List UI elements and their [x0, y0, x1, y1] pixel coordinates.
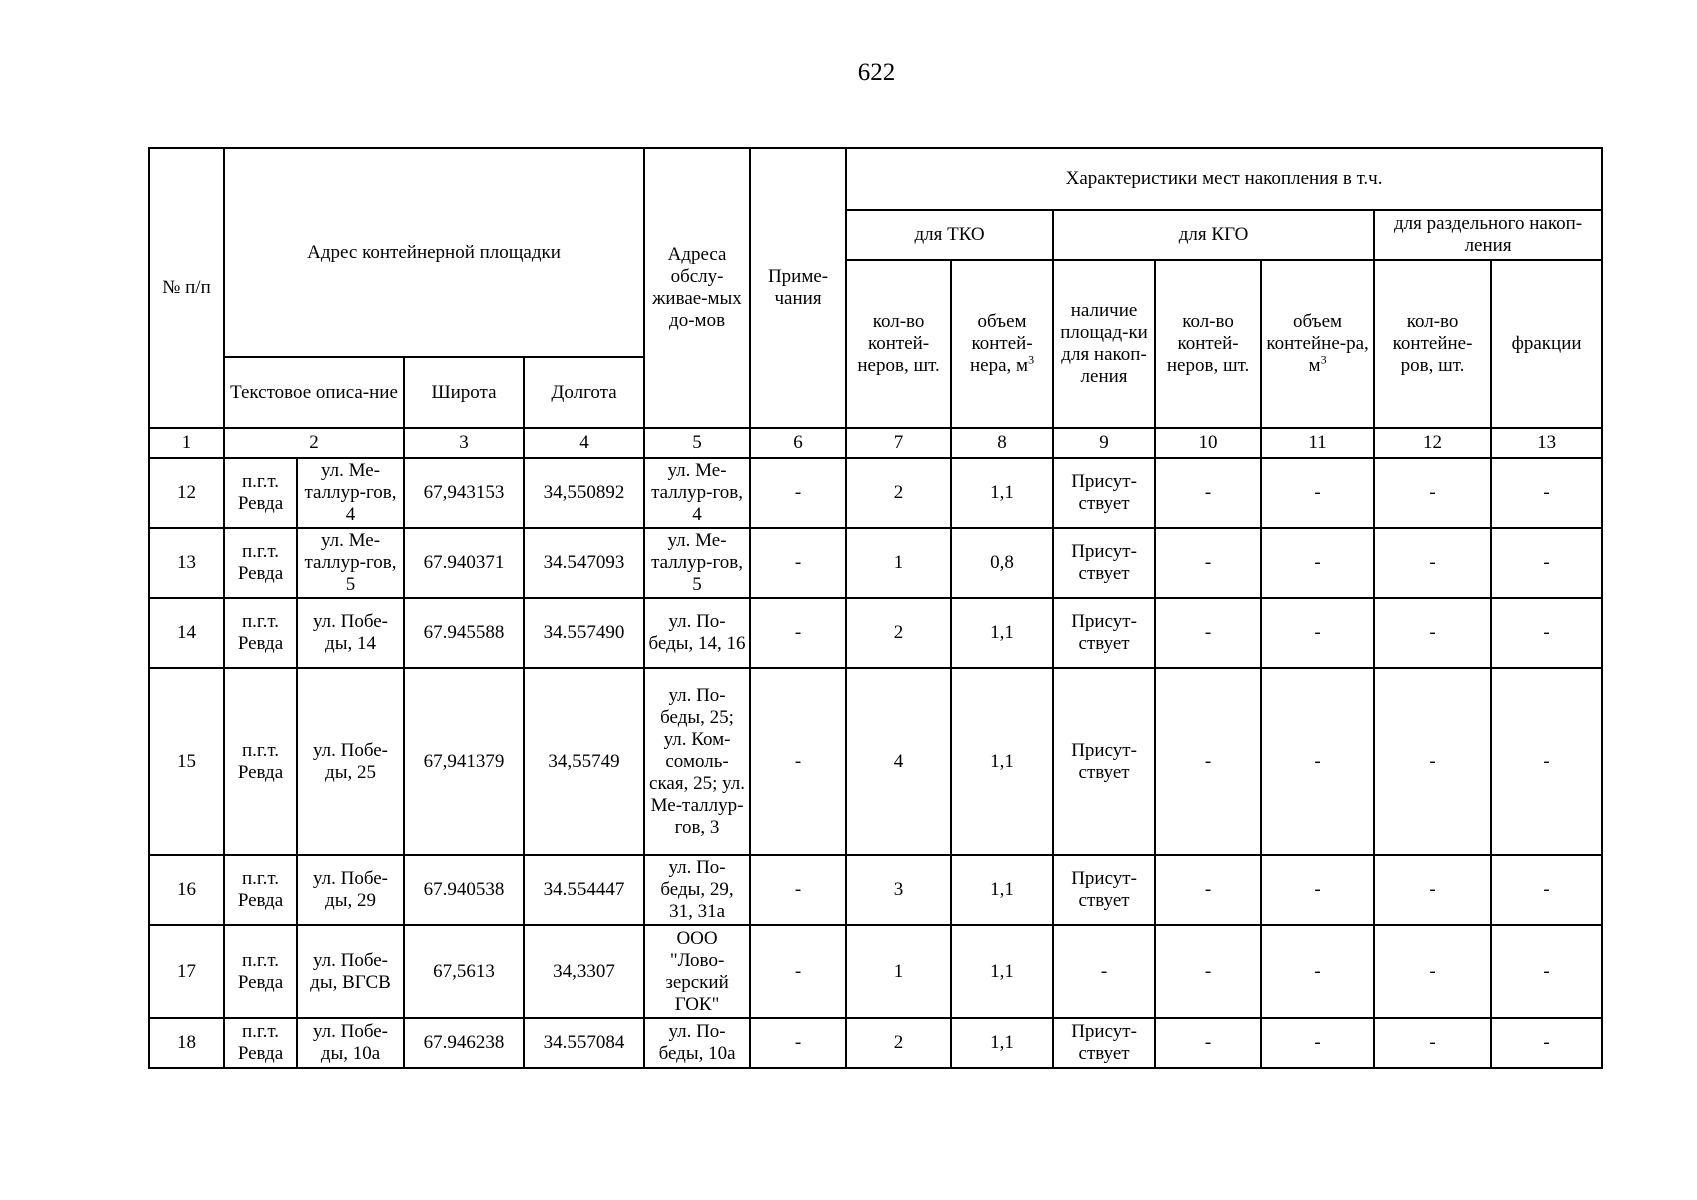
table-row: [149, 458, 1602, 528]
row-num: 18: [149, 1018, 224, 1068]
row-kgo-volume: -: [1261, 598, 1374, 668]
row-sep-fractions: -: [1491, 925, 1602, 1018]
table-body: [149, 458, 1602, 1068]
row-tko-count: 2: [846, 458, 951, 528]
row-notes: -: [750, 598, 846, 668]
row-tko-volume: 1,1: [951, 1018, 1053, 1068]
row-street: ул. Побе-ды, 29: [297, 855, 404, 925]
row-latitude: 67.945588: [404, 598, 524, 668]
container-sites-table: [148, 147, 1603, 1069]
row-kgo-volume: -: [1261, 528, 1374, 598]
row-sep-fractions: -: [1491, 528, 1602, 598]
row-notes: -: [750, 528, 846, 598]
row-street: ул. Ме-таллур-гов, 4: [297, 458, 404, 528]
row-notes: -: [750, 1018, 846, 1068]
row-sep-fractions: -: [1491, 855, 1602, 925]
row-sep-fractions: -: [1491, 458, 1602, 528]
row-kgo-volume: -: [1261, 925, 1374, 1018]
row-notes: -: [750, 668, 846, 855]
row-city: п.г.т. Ревда: [224, 1018, 297, 1068]
row-tko-volume: 1,1: [951, 458, 1053, 528]
row-latitude: 67.940371: [404, 528, 524, 598]
header-tko-volume: объем контей-нера, $м^3$: [951, 260, 1053, 428]
row-num: 17: [149, 925, 224, 1018]
header-tko: для ТКО: [846, 210, 1053, 260]
row-sep-count: -: [1374, 528, 1491, 598]
row-longitude: 34.557084: [524, 1018, 644, 1068]
row-city: п.г.т. Ревда: [224, 528, 297, 598]
row-kgo-volume: -: [1261, 458, 1374, 528]
row-kgo-count: -: [1155, 925, 1261, 1018]
row-street: ул. Ме-таллур-гов, 5: [297, 528, 404, 598]
row-served: ул. По-беды, 14, 16: [644, 598, 750, 668]
row-num: 15: [149, 668, 224, 855]
row-kgo-count: -: [1155, 855, 1261, 925]
header-longitude: Долгота: [524, 357, 644, 428]
row-longitude: 34.554447: [524, 855, 644, 925]
table-row: [149, 528, 1602, 598]
row-served: ул. По-беды, 29, 31, 31а: [644, 855, 750, 925]
table-header: [149, 148, 1602, 458]
row-kgo-count: -: [1155, 598, 1261, 668]
header-text-description: Текстовое описа-ние: [224, 357, 404, 428]
header-sep-count: кол-во контейне-ров, шт.: [1374, 260, 1491, 428]
row-notes: -: [750, 855, 846, 925]
header-sep-fractions: фракции: [1491, 260, 1602, 428]
column-number: 7: [846, 428, 951, 458]
row-longitude: 34.547093: [524, 528, 644, 598]
header-latitude: Широта: [404, 357, 524, 428]
row-longitude: 34.557490: [524, 598, 644, 668]
header-kgo-volume: объем контейне-ра, $м^3$: [1261, 260, 1374, 428]
table-row: [149, 598, 1602, 668]
page-number: 622: [857, 59, 896, 86]
header-address: Адрес контейнерной площадки: [224, 148, 644, 357]
column-number: 11: [1261, 428, 1374, 458]
row-latitude: 67.946238: [404, 1018, 524, 1068]
row-city: п.г.т. Ревда: [224, 855, 297, 925]
row-city: п.г.т. Ревда: [224, 458, 297, 528]
row-kgo-volume: -: [1261, 1018, 1374, 1068]
row-tko-count: 1: [846, 925, 951, 1018]
row-tko-volume: 1,1: [951, 668, 1053, 855]
table-row: [149, 855, 1602, 925]
column-number: 5: [644, 428, 750, 458]
row-tko-count: 4: [846, 668, 951, 855]
header-kgo-count: кол-во контей-неров, шт.: [1155, 260, 1261, 428]
column-number: 13: [1491, 428, 1602, 458]
row-latitude: 67.940538: [404, 855, 524, 925]
row-kgo-site: Присут-ствует: [1053, 668, 1155, 855]
row-kgo-site: Присут-ствует: [1053, 855, 1155, 925]
row-kgo-count: -: [1155, 458, 1261, 528]
header-notes: Приме-чания: [750, 148, 846, 428]
header-served-addresses: Адреса обслу-живае-мых до-мов: [644, 148, 750, 428]
row-kgo-volume: -: [1261, 668, 1374, 855]
header-num: № п/п: [149, 148, 224, 428]
header-kgo-site: наличие площад-ки для накоп-ления: [1053, 260, 1155, 428]
row-longitude: 34,3307: [524, 925, 644, 1018]
row-sep-fractions: -: [1491, 668, 1602, 855]
column-number: 1: [149, 428, 224, 458]
row-kgo-site: -: [1053, 925, 1155, 1018]
column-number: 8: [951, 428, 1053, 458]
row-city: п.г.т. Ревда: [224, 925, 297, 1018]
table-row: [149, 668, 1602, 855]
row-longitude: 34,550892: [524, 458, 644, 528]
row-tko-count: 1: [846, 528, 951, 598]
row-tko-volume: 1,1: [951, 855, 1053, 925]
row-served: ул. По-беды, 25; ул. Ком-сомоль-ская, 25; ул. Ме-таллур-гов, 3: [644, 668, 750, 855]
row-sep-fractions: -: [1491, 598, 1602, 668]
row-city: п.г.т. Ревда: [224, 668, 297, 855]
row-latitude: 67,941379: [404, 668, 524, 855]
row-street: ул. Побе-ды, 14: [297, 598, 404, 668]
row-kgo-site: Присут-ствует: [1053, 458, 1155, 528]
row-num: 13: [149, 528, 224, 598]
row-kgo-count: -: [1155, 1018, 1261, 1068]
header-characteristics: Характеристики мест накопления в т.ч.: [846, 148, 1602, 210]
row-tko-volume: 1,1: [951, 925, 1053, 1018]
row-street: ул. Побе-ды, 25: [297, 668, 404, 855]
column-number: 9: [1053, 428, 1155, 458]
row-tko-count: 2: [846, 598, 951, 668]
row-served: ул. Ме-таллур-гов, 4: [644, 458, 750, 528]
row-served: ООО "Ловo-зерский ГОК": [644, 925, 750, 1018]
header-separate: для раздельного накоп-ления: [1374, 210, 1602, 260]
row-latitude: 67,5613: [404, 925, 524, 1018]
row-notes: -: [750, 458, 846, 528]
header-tko-count: кол-во контей-неров, шт.: [846, 260, 951, 428]
column-number: 2: [224, 428, 404, 458]
column-number: 10: [1155, 428, 1261, 458]
row-num: 16: [149, 855, 224, 925]
row-sep-count: -: [1374, 668, 1491, 855]
row-kgo-volume: -: [1261, 855, 1374, 925]
table-row: [149, 1018, 1602, 1068]
row-tko-volume: 0,8: [951, 528, 1053, 598]
column-number: 4: [524, 428, 644, 458]
row-kgo-count: -: [1155, 528, 1261, 598]
row-num: 14: [149, 598, 224, 668]
row-street: ул. Побе-ды, 10а: [297, 1018, 404, 1068]
table-row: [149, 925, 1602, 1018]
row-kgo-count: -: [1155, 668, 1261, 855]
row-city: п.г.т. Ревда: [224, 598, 297, 668]
header-kgo: для КГО: [1053, 210, 1374, 260]
row-sep-count: -: [1374, 458, 1491, 528]
column-number: 3: [404, 428, 524, 458]
row-tko-volume: 1,1: [951, 598, 1053, 668]
row-sep-count: -: [1374, 925, 1491, 1018]
row-tko-count: 2: [846, 1018, 951, 1068]
row-tko-count: 3: [846, 855, 951, 925]
column-number: 12: [1374, 428, 1491, 458]
row-street: ул. Побе-ды, ВГСВ: [297, 925, 404, 1018]
row-latitude: 67,943153: [404, 458, 524, 528]
row-kgo-site: Присут-ствует: [1053, 528, 1155, 598]
row-kgo-site: Присут-ствует: [1053, 598, 1155, 668]
row-longitude: 34,55749: [524, 668, 644, 855]
row-sep-fractions: -: [1491, 1018, 1602, 1068]
row-served: ул. По-беды, 10а: [644, 1018, 750, 1068]
column-number-row: [149, 428, 1602, 458]
row-sep-count: -: [1374, 855, 1491, 925]
row-notes: -: [750, 925, 846, 1018]
row-sep-count: -: [1374, 1018, 1491, 1068]
row-kgo-site: Присут-ствует: [1053, 1018, 1155, 1068]
row-served: ул. Ме-таллур-гов, 5: [644, 528, 750, 598]
row-sep-count: -: [1374, 598, 1491, 668]
row-num: 12: [149, 458, 224, 528]
column-number: 6: [750, 428, 846, 458]
